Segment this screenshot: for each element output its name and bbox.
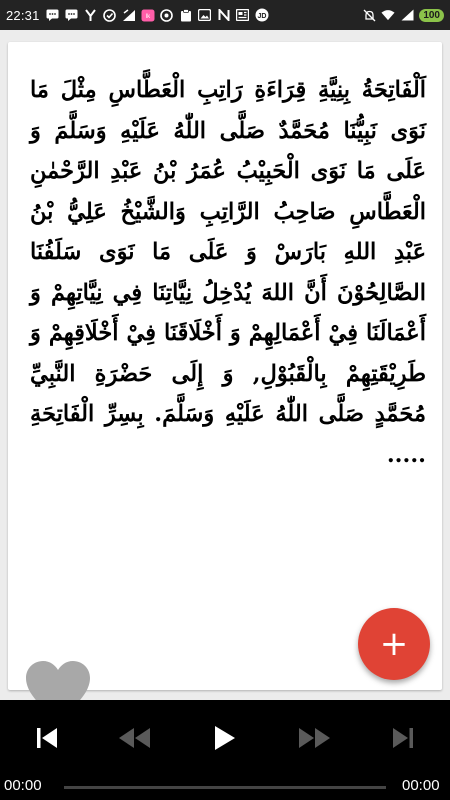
jd-icon: [255, 8, 269, 22]
total-time: 00:00: [402, 777, 440, 794]
play-icon: [214, 725, 236, 751]
content-card: [8, 42, 442, 690]
sms-icon: [46, 8, 60, 22]
skip-next-button[interactable]: [383, 722, 423, 754]
skip-next-icon: [391, 727, 415, 749]
system-icons: [362, 8, 444, 22]
skip-previous-icon: [35, 727, 59, 749]
status-bar: [0, 0, 450, 30]
rewind-button[interactable]: [115, 722, 155, 754]
notification-icons: [46, 8, 269, 22]
signal-icon: [400, 8, 414, 22]
fork-icon: [84, 8, 98, 22]
fast-forward-icon: [298, 728, 330, 748]
svg-text:JD: JD: [257, 13, 267, 20]
media-player: [0, 700, 450, 800]
clipboard-icon: [179, 8, 193, 22]
seek-bar[interactable]: [64, 786, 386, 789]
rewind-icon: [119, 728, 151, 748]
status-time: 22:31: [6, 7, 40, 23]
play-button[interactable]: [205, 722, 245, 754]
add-button[interactable]: [358, 608, 430, 680]
fast-forward-button[interactable]: [294, 722, 334, 754]
current-time: 00:00: [4, 777, 42, 794]
chat-icon: [65, 8, 79, 22]
app-badge-icon: [141, 8, 155, 22]
n-icon: [217, 8, 231, 22]
news-icon: [236, 8, 250, 22]
chrome-icon: [160, 8, 174, 22]
shield-icon: [103, 8, 117, 22]
bell-off-icon: [362, 8, 376, 22]
plus-icon: +: [379, 624, 409, 664]
battery-indicator: 100: [419, 9, 444, 22]
svg-text:lk: lk: [145, 13, 150, 20]
mail-icon: [122, 8, 136, 22]
wifi-icon: [381, 8, 395, 22]
image-icon: [198, 8, 212, 22]
skip-previous-button[interactable]: [27, 722, 67, 754]
prayer-text: اَلْفَاتِحَةُ بِنِيَّةِ قِرَاءَةِ رَاتِبِ الْعَطَّاسِ مِثْلَ مَا نَوَى نَبِيُّنَا مُحَمَّدٌ صَلَّى اللّٰهُ عَلَيْهِ وَسَلَّمَ وَ عَلَى مَا نَوَى الْحَبِيْبُ عُمَرُ بْنُ عَبْدِ الرَّحْمٰنِ الْعَطَّاسِ صَاحِبُ الرَّاتِبِ وَالشَّيْخُ عَلِيُّ بْنُ عَبْدِ اللهِ بَارَسْ وَ عَلَى مَا نَوَى سَلَفُنَا الصَّالِحُوْنَ أَنَّ اللهَ يُدْخِلُ نِيَّاتِنَا فِي نِيَّاتِهِمْ وَ أَعْمَالَنَا فِيْ أَعْمَالِهِمْ وَ أَخْلَاقَنَا فِيْ أَخْلَاقِهِمْ وَ طَرِيْقَتِهِمْ بِالْقَبُوْلِ, وَ إِلَى حَضْرَةِ النَّبِيِّ مُحَمَّدٍ صَلَّى اللّٰهُ عَلَيْهِ وَسَلَّمَ. بِسِرِّ الْفَاتِحَةِ .....: [30, 77, 426, 468]
